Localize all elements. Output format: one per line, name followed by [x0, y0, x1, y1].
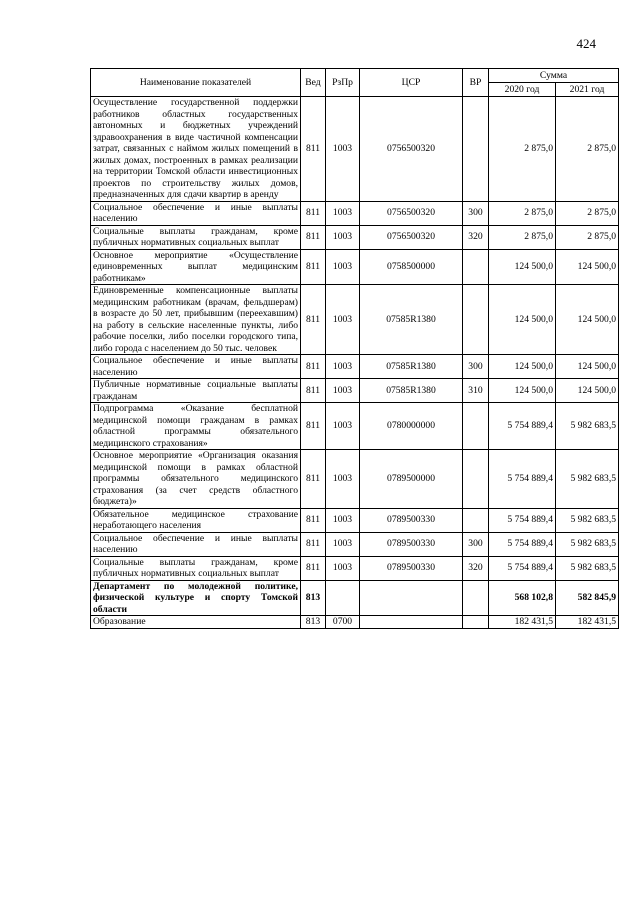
row-csr-cell: 0789500000 [360, 450, 463, 509]
row-csr-cell: 0789500330 [360, 532, 463, 556]
row-2020-cell: 2 875,0 [489, 201, 556, 225]
row-csr-cell: 0789500330 [360, 556, 463, 580]
table-body [91, 97, 619, 629]
row-2020-cell: 182 431,5 [489, 616, 556, 629]
row-vr-cell: 300 [463, 532, 489, 556]
row-rzpr-cell [326, 580, 360, 616]
header-name: Наименование показателей [91, 69, 301, 97]
table-row [91, 532, 619, 556]
table-row [91, 285, 619, 355]
row-csr-cell: 07585R1380 [360, 285, 463, 355]
row-csr-cell: 07585R1380 [360, 355, 463, 379]
header-sum: Сумма [489, 69, 619, 83]
row-vr-cell [463, 403, 489, 450]
row-rzpr-cell: 1003 [326, 532, 360, 556]
table-row [91, 580, 619, 616]
row-2021-cell: 124 500,0 [556, 249, 619, 285]
header-ved: Вед [301, 69, 326, 97]
row-name-cell: Публичные нормативные социальные выплаты гражданам [91, 379, 301, 403]
row-csr-cell: 0756500320 [360, 201, 463, 225]
row-rzpr-cell: 0700 [326, 616, 360, 629]
row-name-cell: Департамент по молодежной политике, физической культуре и спорту Томской области [91, 580, 301, 616]
row-rzpr-cell: 1003 [326, 403, 360, 450]
row-name-cell: Основное мероприятие «Организация оказания медицинской помощи в рамках областной программы обязательного медицинского страхования (за счет средств областного бюджета)» [91, 450, 301, 509]
row-name-cell: Осуществление государственной поддержки работников областных государственных автономных и бюджетных учреждений здравоохранения в виде частичной компенсации затрат, связанных с наймом жилых помещений в жилых домах, построенных в рамках реализации на территории Томской области инвестиционных проектов по строительству жилых домов, предназначенных для сдачи квартир в аренду [91, 97, 301, 202]
header-rzpr: РзПр [326, 69, 360, 97]
header-2020: 2020 год [489, 83, 556, 97]
row-rzpr-cell: 1003 [326, 450, 360, 509]
table-row [91, 616, 619, 629]
row-2021-cell: 2 875,0 [556, 201, 619, 225]
row-2021-cell: 582 845,9 [556, 580, 619, 616]
row-name-cell: Социальные выплаты гражданам, кроме публичных нормативных социальных выплат [91, 225, 301, 249]
row-vr-cell [463, 580, 489, 616]
row-2021-cell: 2 875,0 [556, 225, 619, 249]
row-ved-cell: 811 [301, 285, 326, 355]
row-name-cell: Обязательное медицинское страхование неработающего населения [91, 508, 301, 532]
row-csr-cell [360, 616, 463, 629]
table-row [91, 556, 619, 580]
row-2021-cell: 182 431,5 [556, 616, 619, 629]
row-rzpr-cell: 1003 [326, 379, 360, 403]
row-ved-cell: 811 [301, 403, 326, 450]
row-vr-cell [463, 97, 489, 202]
row-vr-cell: 300 [463, 201, 489, 225]
row-name-cell: Социальные выплаты гражданам, кроме публичных нормативных социальных выплат [91, 556, 301, 580]
row-ved-cell: 811 [301, 532, 326, 556]
row-2020-cell: 568 102,8 [489, 580, 556, 616]
row-vr-cell [463, 249, 489, 285]
row-2021-cell: 5 982 683,5 [556, 532, 619, 556]
row-2020-cell: 124 500,0 [489, 379, 556, 403]
row-ved-cell: 811 [301, 225, 326, 249]
row-2020-cell: 5 754 889,4 [489, 450, 556, 509]
row-name-cell: Социальное обеспечение и иные выплаты населению [91, 532, 301, 556]
table-row [91, 249, 619, 285]
row-2021-cell: 5 982 683,5 [556, 556, 619, 580]
row-csr-cell: 0756500320 [360, 225, 463, 249]
row-csr-cell: 07585R1380 [360, 379, 463, 403]
row-rzpr-cell: 1003 [326, 97, 360, 202]
row-csr-cell [360, 580, 463, 616]
row-ved-cell: 813 [301, 616, 326, 629]
row-2021-cell: 2 875,0 [556, 97, 619, 202]
table-row [91, 355, 619, 379]
row-2020-cell: 124 500,0 [489, 355, 556, 379]
row-name-cell: Единовременные компенсационные выплаты медицинским работникам (врачам, фельдшерам) в возрасте до 50 лет, прибывшим (переехавшим) на работу в сельские населенные пункты, либо рабочие поселки, либо поселки городского типа, либо города с населением до 50 тыс. человек [91, 285, 301, 355]
table-row [91, 379, 619, 403]
row-2020-cell: 5 754 889,4 [489, 532, 556, 556]
row-rzpr-cell: 1003 [326, 225, 360, 249]
row-name-cell: Подпрограмма «Оказание бесплатной медицинской помощи гражданам в рамках областной программы обязательного медицинского страхования» [91, 403, 301, 450]
row-csr-cell: 0758500000 [360, 249, 463, 285]
row-2021-cell: 5 982 683,5 [556, 450, 619, 509]
row-name-cell: Образование [91, 616, 301, 629]
row-2020-cell: 5 754 889,4 [489, 556, 556, 580]
row-2021-cell: 5 982 683,5 [556, 508, 619, 532]
row-ved-cell: 811 [301, 249, 326, 285]
page-number: 424 [576, 36, 596, 51]
row-ved-cell: 811 [301, 556, 326, 580]
row-2020-cell: 5 754 889,4 [489, 403, 556, 450]
row-2020-cell: 5 754 889,4 [489, 508, 556, 532]
row-name-cell: Социальное обеспечение и иные выплаты населению [91, 355, 301, 379]
table-row [91, 225, 619, 249]
row-rzpr-cell: 1003 [326, 285, 360, 355]
row-ved-cell: 811 [301, 450, 326, 509]
row-ved-cell: 811 [301, 379, 326, 403]
row-vr-cell: 320 [463, 225, 489, 249]
row-ved-cell: 813 [301, 580, 326, 616]
row-2021-cell: 5 982 683,5 [556, 403, 619, 450]
row-ved-cell: 811 [301, 508, 326, 532]
row-rzpr-cell: 1003 [326, 556, 360, 580]
budget-table [90, 68, 619, 629]
row-ved-cell: 811 [301, 97, 326, 202]
row-2020-cell: 124 500,0 [489, 249, 556, 285]
row-vr-cell [463, 616, 489, 629]
header-csr: ЦСР [360, 69, 463, 97]
row-2021-cell: 124 500,0 [556, 355, 619, 379]
row-vr-cell: 320 [463, 556, 489, 580]
row-2020-cell: 124 500,0 [489, 285, 556, 355]
row-name-cell: Социальное обеспечение и иные выплаты населению [91, 201, 301, 225]
row-csr-cell: 0789500330 [360, 508, 463, 532]
row-2021-cell: 124 500,0 [556, 285, 619, 355]
header-vr: ВР [463, 69, 489, 97]
header-2021: 2021 год [556, 83, 619, 97]
row-rzpr-cell: 1003 [326, 355, 360, 379]
table-row [91, 508, 619, 532]
row-2020-cell: 2 875,0 [489, 225, 556, 249]
row-rzpr-cell: 1003 [326, 249, 360, 285]
row-2020-cell: 2 875,0 [489, 97, 556, 202]
row-ved-cell: 811 [301, 201, 326, 225]
table-row [91, 450, 619, 509]
row-csr-cell: 0780000000 [360, 403, 463, 450]
row-rzpr-cell: 1003 [326, 201, 360, 225]
row-vr-cell [463, 285, 489, 355]
row-ved-cell: 811 [301, 355, 326, 379]
row-csr-cell: 0756500320 [360, 97, 463, 202]
table-row [91, 97, 619, 202]
table-row [91, 201, 619, 225]
row-vr-cell [463, 450, 489, 509]
row-rzpr-cell: 1003 [326, 508, 360, 532]
row-vr-cell [463, 508, 489, 532]
row-2021-cell: 124 500,0 [556, 379, 619, 403]
row-vr-cell: 310 [463, 379, 489, 403]
row-name-cell: Основное мероприятие «Осуществление единовременных выплат медицинским работникам» [91, 249, 301, 285]
table-row [91, 403, 619, 450]
row-vr-cell: 300 [463, 355, 489, 379]
